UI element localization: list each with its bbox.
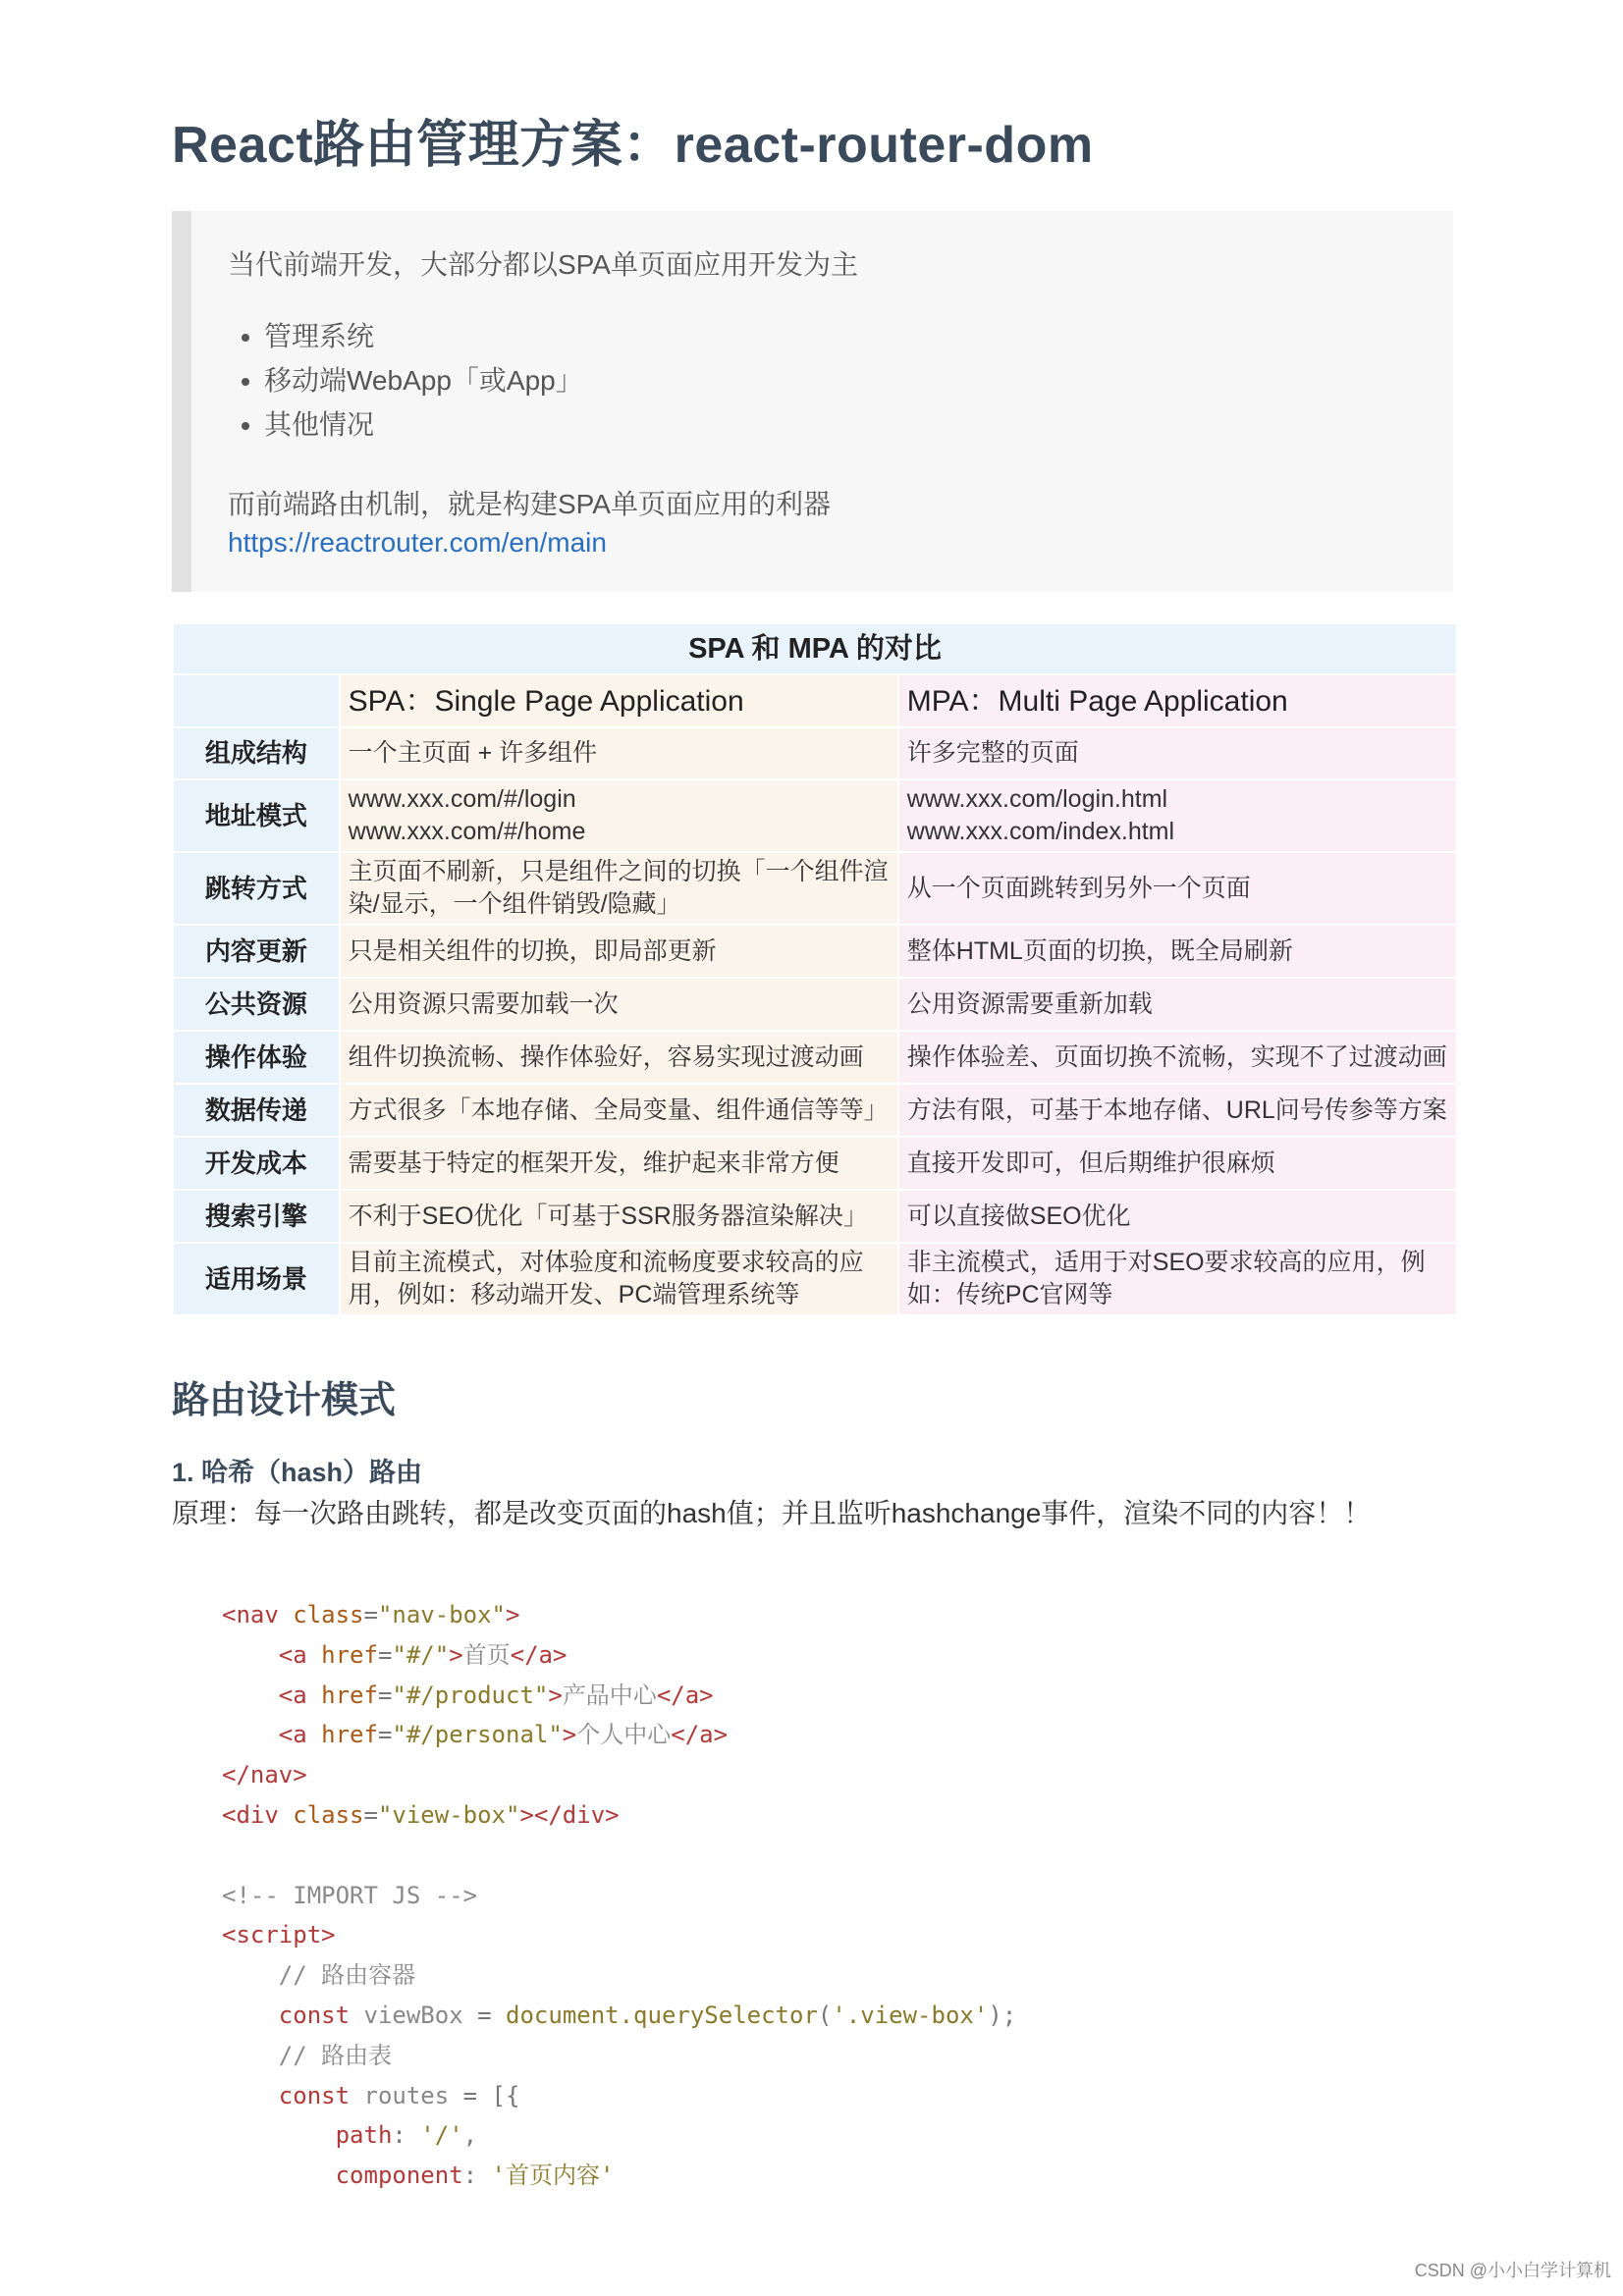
mpa-cell — [898, 978, 1457, 1031]
cell-line: 从一个页面跳转到另外一个页面 — [906, 874, 1251, 902]
table-row — [173, 779, 1457, 852]
cell-line: 组件切换流畅、操作体验好，容易实现过渡动画 — [348, 1042, 864, 1071]
cell-line: www.xxx.com/#/home — [348, 818, 586, 845]
row-label: 适用场景 — [173, 1243, 340, 1315]
row-label: 操作体验 — [173, 1031, 340, 1084]
cell-line: 需要基于特定的框架开发，维护起来非常方便 — [348, 1148, 839, 1177]
row-label: 搜索引擎 — [173, 1190, 340, 1243]
spa-cell — [340, 978, 898, 1031]
cell-line: 整体HTML页面的切换，既全局刷新 — [906, 936, 1293, 965]
column-header-mpa: MPA：Multi Page Application — [898, 674, 1457, 727]
table-row — [173, 978, 1457, 1031]
row-label: 开发成本 — [173, 1137, 340, 1190]
mpa-cell — [898, 727, 1457, 779]
table-row — [173, 1031, 1457, 1084]
intro-lead: 当代前端开发，大部分都以SPA单页面应用开发为主 — [228, 249, 858, 280]
csdn-watermark: CSDN @小小白学计算机 — [1414, 2261, 1611, 2280]
row-label: 数据传递 — [173, 1084, 340, 1137]
mpa-cell — [898, 925, 1457, 978]
row-label: 公共资源 — [173, 978, 340, 1031]
table-row — [173, 1243, 1457, 1315]
cell-line: 非主流模式，适用于对SEO要求较高的应用，例 — [906, 1249, 1426, 1276]
cell-line: 目前主流模式，对体验度和流畅度要求较高的应 — [348, 1249, 864, 1276]
intro-list — [228, 314, 583, 447]
section-heading: 路由设计模式 — [172, 1380, 397, 1421]
table-row — [173, 925, 1457, 978]
cell-line: 公用资源只需要加载一次 — [348, 989, 619, 1018]
cell-line: 用，例如：移动端开发、PC端管理系统等 — [348, 1281, 800, 1308]
mpa-cell — [898, 1243, 1457, 1315]
cell-line: 只是相关组件的切换，即局部更新 — [348, 936, 717, 965]
table-row — [173, 852, 1457, 925]
hash-principle-text: 原理：每一次路由跳转，都是改变页面的hash值；并且监听hashchange事件，渲染不同的内容！！ — [172, 1498, 1372, 1528]
row-label: 地址模式 — [173, 779, 340, 852]
code-block: <nav class="nav-box"> <a href="#/">首页</a> <a href="#/product">产品中心</a> <a href="#/personal">个人中心</a> </nav> <div class="view-box"></div> <!-- IMPORT JS --> <script> // 路由容器 const viewBox = document.querySelector('.view-box'); // 路由表 const routes = [{ path: '/', component: '首页内容' — [222, 1601, 1017, 2190]
page-title: React路由管理方案：react-router-dom — [172, 117, 1094, 174]
spa-cell — [340, 852, 898, 925]
cell-line: 公用资源需要重新加载 — [906, 989, 1153, 1018]
row-label: 跳转方式 — [173, 852, 340, 925]
list-item: • 移动端WebApp「或App」 — [264, 358, 583, 402]
mpa-cell — [898, 852, 1457, 925]
cell-line: 一个主页面 + 许多组件 — [348, 739, 598, 767]
table-corner — [173, 674, 340, 727]
cell-line: 方法有限，可基于本地存储、URL问号传参等方案 — [906, 1095, 1447, 1124]
spa-mpa-table — [172, 622, 1458, 1316]
cell-line: 方式很多「本地存储、全局变量、组件通信等等」 — [348, 1095, 889, 1124]
spa-cell — [340, 925, 898, 978]
spa-cell — [340, 1190, 898, 1243]
table-row — [173, 1137, 1457, 1190]
cell-line: 可以直接做SEO优化 — [906, 1201, 1131, 1230]
cell-line: www.xxx.com/#/login — [348, 785, 576, 813]
list-item: • 管理系统 — [264, 314, 583, 358]
table-row — [173, 1190, 1457, 1243]
list-item: • 其他情况 — [264, 402, 583, 447]
row-label: 组成结构 — [173, 727, 340, 779]
react-router-link[interactable]: https://reactrouter.com/en/main — [228, 527, 607, 558]
cell-line: 操作体验差、页面切换不流畅，实现不了过渡动画 — [906, 1042, 1447, 1071]
mpa-cell — [898, 1031, 1457, 1084]
cell-line: www.xxx.com/index.html — [906, 818, 1175, 845]
mpa-cell — [898, 1137, 1457, 1190]
column-header-spa: SPA：Single Page Application — [340, 674, 898, 727]
spa-cell — [340, 1137, 898, 1190]
table-caption: SPA 和 MPA 的对比 — [173, 623, 1457, 674]
spa-cell — [340, 727, 898, 779]
subsection-heading: 1. 哈希（hash）路由 — [172, 1458, 423, 1487]
cell-line: 直接开发即可，但后期维护很麻烦 — [906, 1148, 1275, 1177]
cell-line: 染/显示，一个组件销毁/隐藏」 — [348, 890, 681, 918]
mpa-cell — [898, 1084, 1457, 1137]
row-label: 内容更新 — [173, 925, 340, 978]
cell-line: 如：传统PC官网等 — [906, 1281, 1113, 1308]
cell-line: 不利于SEO优化「可基于SSR服务器渲染解决」 — [348, 1201, 868, 1230]
table-row — [173, 727, 1457, 779]
mpa-cell — [898, 779, 1457, 852]
spa-cell — [340, 1243, 898, 1315]
intro-blockquote — [172, 211, 1453, 592]
intro-follow: 而前端路由机制，就是构建SPA单页面应用的利器 — [228, 489, 831, 519]
spa-cell — [340, 1084, 898, 1137]
cell-line: 主页面不刷新，只是组件之间的切换「一个组件渲 — [348, 858, 889, 885]
cell-line: www.xxx.com/login.html — [906, 785, 1168, 813]
spa-cell — [340, 779, 898, 852]
spa-cell — [340, 1031, 898, 1084]
cell-line: 许多完整的页面 — [906, 739, 1079, 767]
table-row — [173, 1084, 1457, 1137]
mpa-cell — [898, 1190, 1457, 1243]
